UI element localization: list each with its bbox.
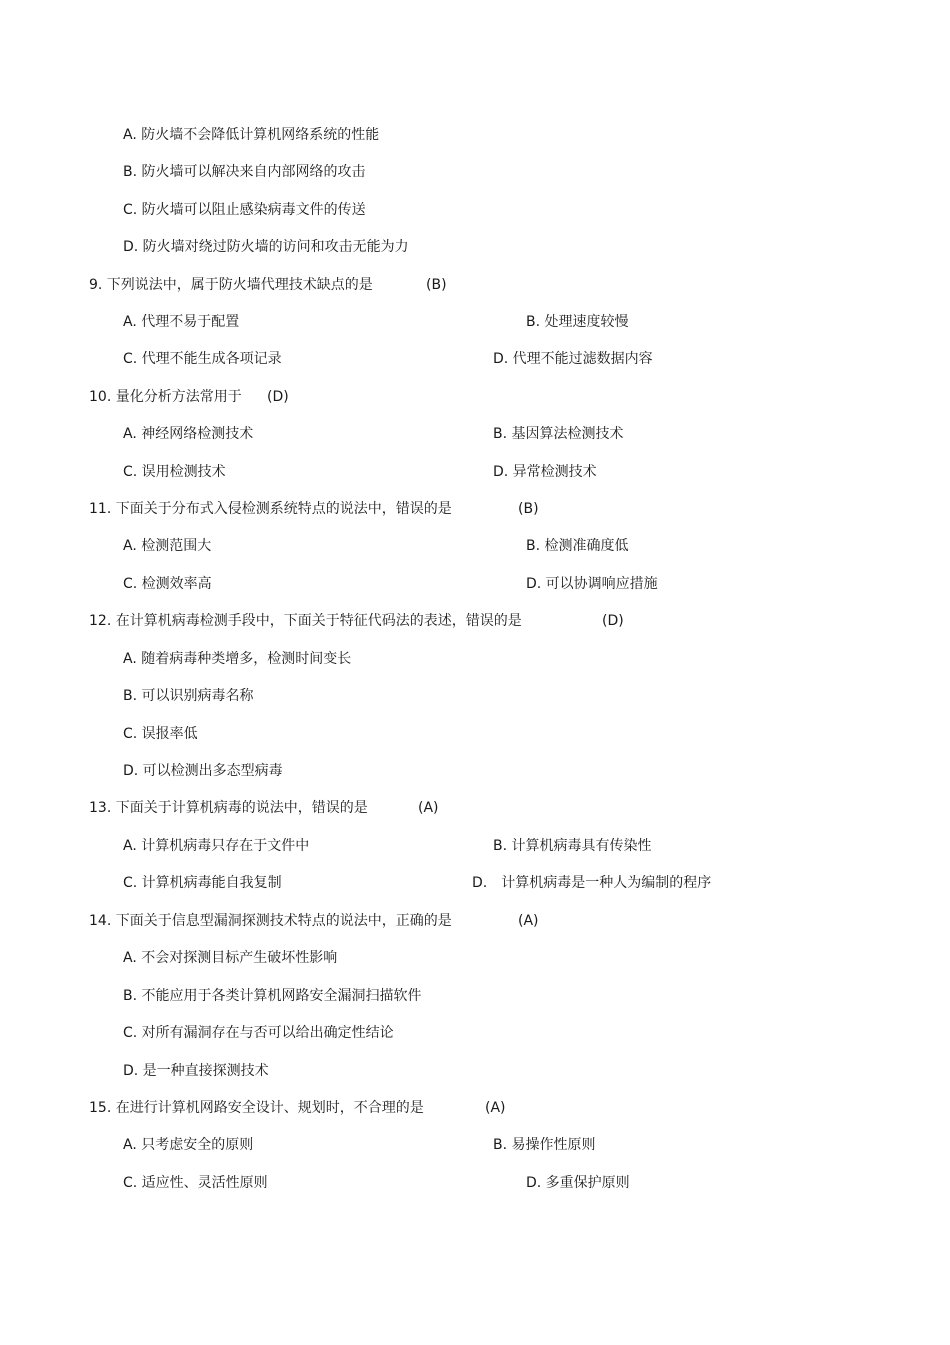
q9-answer: (B) <box>426 277 447 293</box>
q11-option-b: B. 检测准确度低 <box>526 538 629 554</box>
q11-option-a: A. 检测范围大 <box>123 538 212 554</box>
q9-option-c: C. 代理不能生成各项记录 <box>123 351 282 367</box>
q13-option-a: A. 计算机病毒只存在于文件中 <box>123 838 310 854</box>
q11-stem: 11. 下面关于分布式入侵检测系统特点的说法中，错误的是 <box>89 501 452 517</box>
q8-option-d: D. 防火墙对绕过防火墙的访问和攻击无能为力 <box>123 239 409 255</box>
q15-answer: (A) <box>485 1100 506 1116</box>
q8-option-b: B. 防火墙可以解决来自内部网络的攻击 <box>123 164 366 180</box>
q14-option-d: D. 是一种直接探测技术 <box>123 1063 269 1079</box>
q11-option-c: C. 检测效率高 <box>123 576 212 592</box>
q10-option-c: C. 误用检测技术 <box>123 464 226 480</box>
q15-option-b: B. 易操作性原则 <box>493 1137 596 1153</box>
q14-option-a: A. 不会对探测目标产生破坏性影响 <box>123 950 338 966</box>
q14-stem: 14. 下面关于信息型漏洞探测技术特点的说法中，正确的是 <box>89 913 452 929</box>
q8-option-a: A. 防火墙不会降低计算机网络系统的性能 <box>123 127 380 143</box>
q8-option-c: C. 防火墙可以阻止感染病毒文件的传送 <box>123 202 366 218</box>
q13-option-b: B. 计算机病毒具有传染性 <box>493 838 652 854</box>
q12-option-a: A. 随着病毒种类增多，检测时间变长 <box>123 651 352 667</box>
q15-option-c: C. 适应性、灵活性原则 <box>123 1175 268 1191</box>
q9-option-a: A. 代理不易于配置 <box>123 314 240 330</box>
q11-option-d: D. 可以协调响应措施 <box>526 576 658 592</box>
q14-option-b: B. 不能应用于各类计算机网路安全漏洞扫描软件 <box>123 988 422 1004</box>
q10-option-b: B. 基因算法检测技术 <box>493 426 624 442</box>
q12-option-d: D. 可以检测出多态型病毒 <box>123 763 283 779</box>
q13-answer: (A) <box>418 800 439 816</box>
q15-option-d: D. 多重保护原则 <box>526 1175 630 1191</box>
q14-option-c: C. 对所有漏洞存在与否可以给出确定性结论 <box>123 1025 394 1041</box>
q10-option-d: D. 异常检测技术 <box>493 464 597 480</box>
q15-option-a: A. 只考虑安全的原则 <box>123 1137 254 1153</box>
q13-stem: 13. 下面关于计算机病毒的说法中，错误的是 <box>89 800 368 816</box>
q12-answer: (D) <box>602 613 624 629</box>
q9-option-b: B. 处理速度较慢 <box>526 314 629 330</box>
q15-stem: 15. 在进行计算机网路安全设计、规划时，不合理的是 <box>89 1100 424 1116</box>
q12-option-b: B. 可以识别病毒名称 <box>123 688 254 704</box>
q13-option-c: C. 计算机病毒能自我复制 <box>123 875 282 891</box>
q12-option-c: C. 误报率低 <box>123 726 198 742</box>
q10-answer: (D) <box>267 389 289 405</box>
q14-answer: (A) <box>518 913 539 929</box>
q9-stem: 9. 下列说法中，属于防火墙代理技术缺点的是 <box>89 277 373 293</box>
q13-option-d: D. 计算机病毒是一种人为编制的程序 <box>472 875 712 891</box>
q9-option-d: D. 代理不能过滤数据内容 <box>493 351 653 367</box>
q10-stem: 10. 量化分析方法常用于 <box>89 389 242 405</box>
q12-stem: 12. 在计算机病毒检测手段中，下面关于特征代码法的表述，错误的是 <box>89 613 522 629</box>
q10-option-a: A. 神经网络检测技术 <box>123 426 254 442</box>
q11-answer: (B) <box>518 501 539 517</box>
